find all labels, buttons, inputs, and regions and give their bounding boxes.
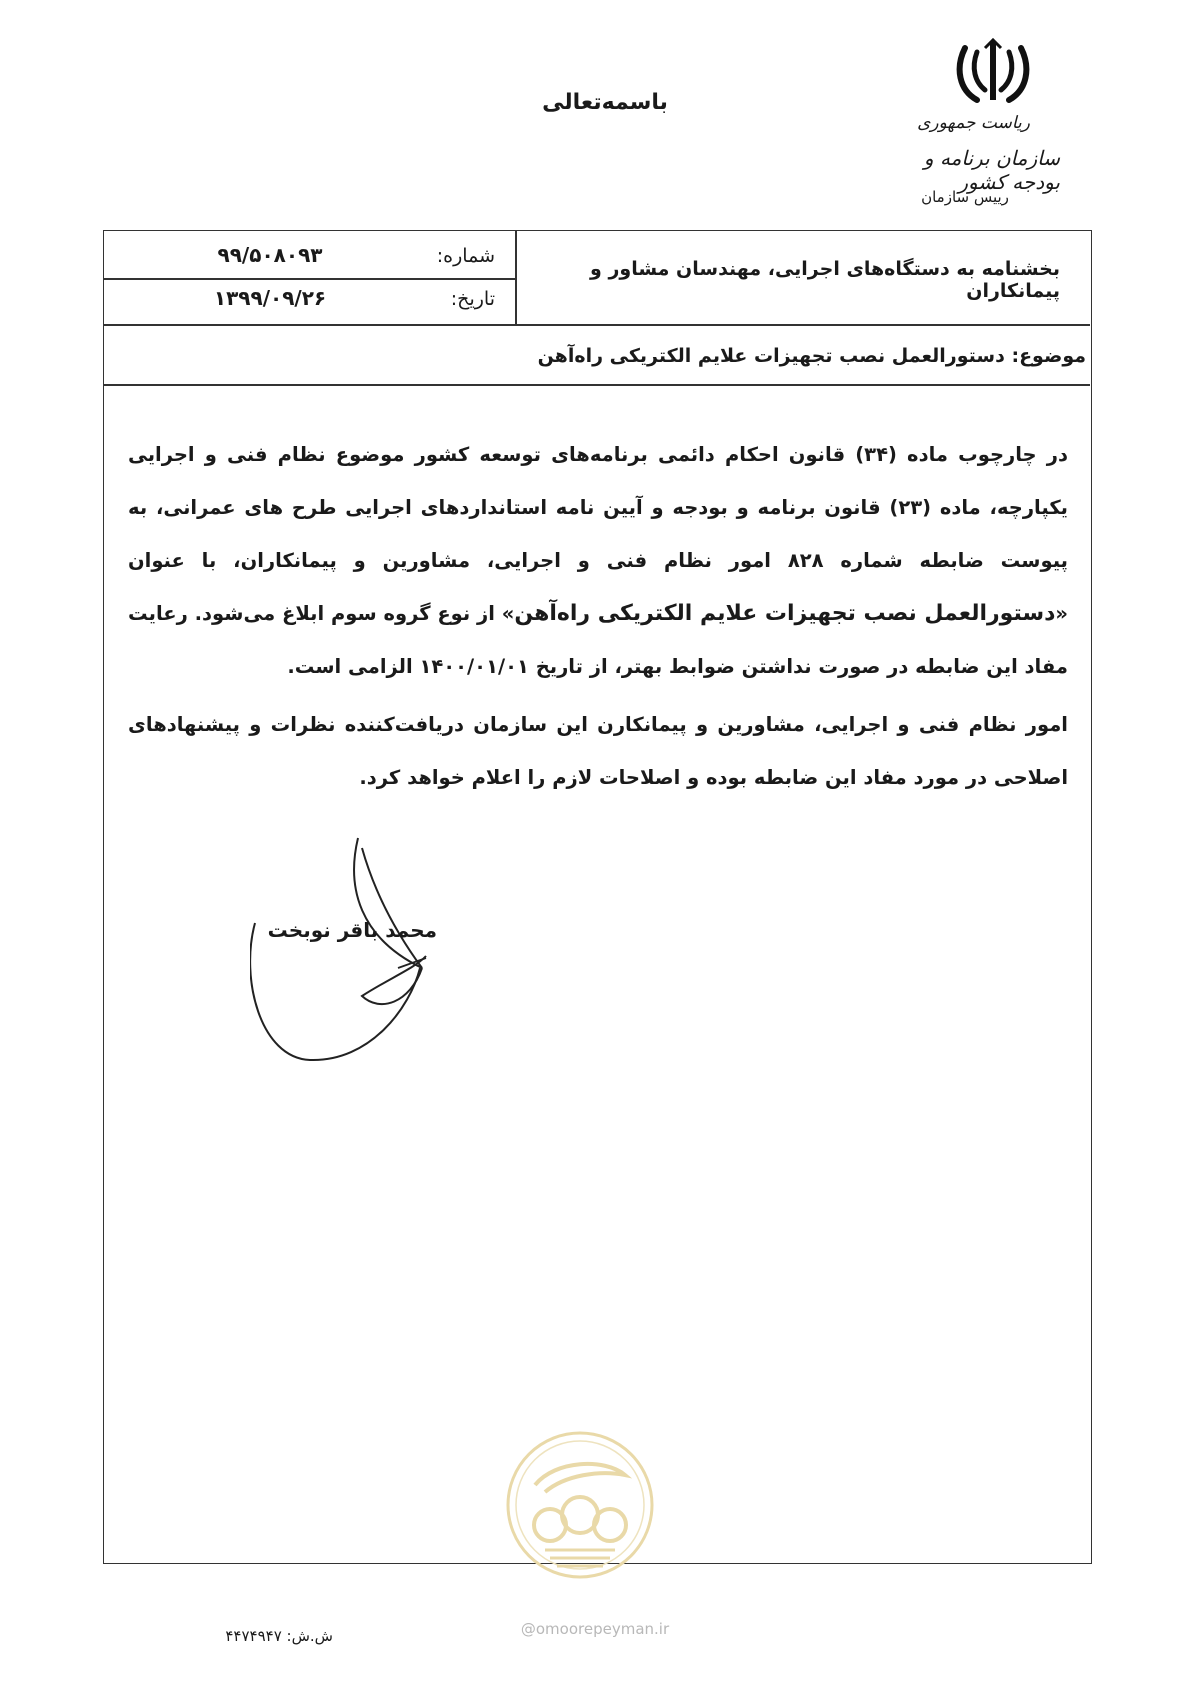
regulation-title: دستورالعمل نصب تجهیزات علایم الکتریکی راه‌آهن — [514, 601, 1056, 626]
body-paragraph-2: امور نظام فنی و اجرایی، مشاورین و پیمانکارن این سازمان دریافت‌کننده نظرات و پیشنهادهای اصلاحی در مورد مفاد این ضابطه بوده و اصلاحات لازم را اعلام خواهد کرد. — [128, 713, 1068, 789]
org-name-line-1: ریاست جمهوری — [917, 113, 1030, 133]
body-paragraph-1 — [128, 428, 1068, 693]
org-title: رییس سازمان — [921, 188, 1009, 206]
letter-number-label: شماره: — [436, 245, 495, 267]
org-name-line-2: سازمان برنامه و بودجه کشور — [923, 146, 1060, 194]
recipient-line: بخشنامه به دستگاه‌های اجرایی، مهندسان مشاور و پیمانکاران — [590, 258, 1060, 302]
iran-emblem-icon — [955, 38, 1031, 108]
letter-number-value: ۹۹/۵۰۸۰۹۳ — [217, 243, 323, 267]
divider — [104, 384, 1090, 386]
signer-name: محمد باقر نوبخت — [267, 918, 437, 942]
divider — [104, 324, 1090, 326]
divider — [104, 278, 515, 280]
watermark-logo-icon — [505, 1430, 655, 1580]
website-watermark: @omoorepeyman.ir — [520, 1620, 670, 1638]
invocation: باسمه‌تعالی — [542, 90, 668, 115]
paragraph-text: » از نوع گروه سوم ابلاغ می‌شود. رعایت مفاد این ضابطه در صورت نداشتن ضوابط بهتر، از تاریخ ۱۴۰۰/۰۱/۰۱ الزامی است. — [128, 602, 1068, 678]
divider — [515, 231, 517, 324]
signature-icon — [250, 828, 470, 1078]
registration-number: ش.ش: ۴۴۷۴۹۴۷ — [225, 1627, 333, 1645]
letter-date-label: تاریخ: — [450, 288, 495, 310]
letter-date-value: ۱۳۹۹/۰۹/۲۶ — [213, 286, 327, 310]
paragraph-text: در چارچوب ماده (۳۴) قانون احکام دائمی برنامه‌های توسعه کشور موضوع نظام فنی و اجرایی یکپارچه، ماده (۲۳) قانون برنامه و بودجه و آیین نامه استانداردهای اجرایی طرح های عمرانی، به پیوست ضابطه شماره ۸۲۸ امور نظام فنی و اجرایی، مشاورین و پیمانکاران، با عنوان « — [128, 443, 1069, 625]
subject-line: موضوع: دستورالعمل نصب تجهیزات علایم الکتریکی راه‌آهن — [537, 345, 1086, 367]
